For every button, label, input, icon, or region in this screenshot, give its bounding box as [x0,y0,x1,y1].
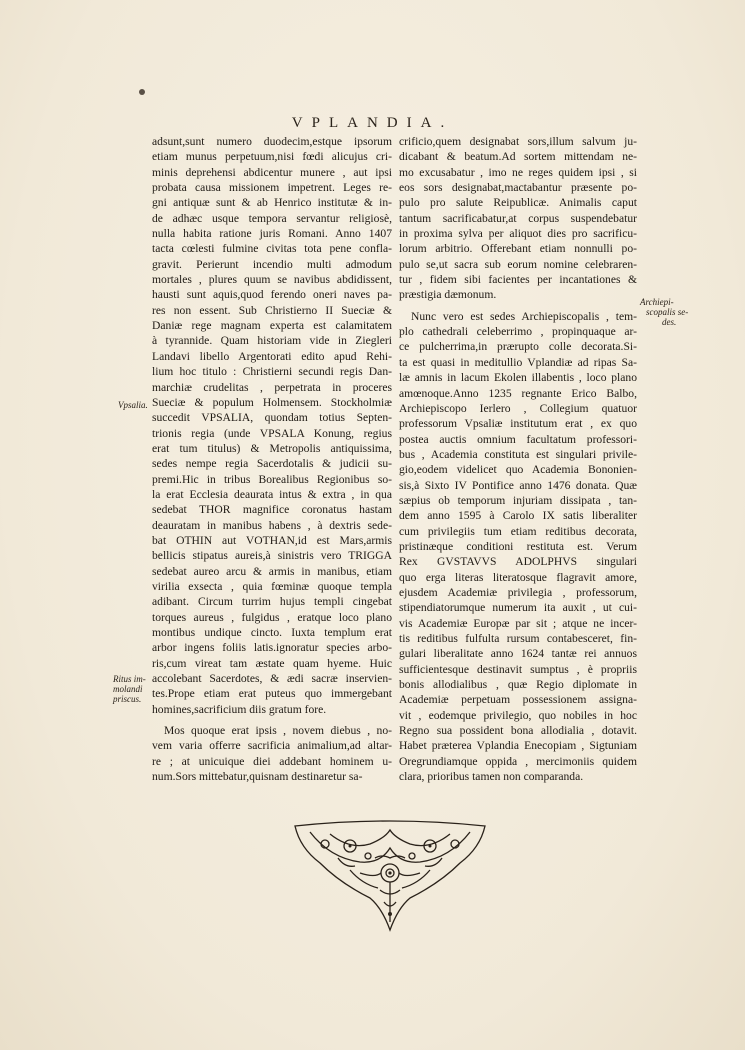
margin-note-line: priscus. [113,694,142,704]
text-line: tantum sacrificabatur,at corpus suspendebatur [399,211,637,225]
text-line: tis reditibus fulfulta rursum contabesceret, fin- [399,632,637,645]
margin-note-line: Archiepi- [640,297,674,307]
text-line: Regno sua possident bona allodialia , dotavit. [399,724,637,738]
text-line: torques aureus , fulgidus , eratque loco plano [152,610,392,624]
text-line: eos sors designabat,mactabantur præsente po- [399,181,637,195]
text-line: gravit. Perierunt incendio multi admodum [152,257,392,271]
running-title: VPLANDIA. [291,115,454,131]
text-line: ejusdem Academiæ privilegia , professorum, [399,585,637,599]
tailpiece-ornament-icon [290,818,490,933]
text-line: minis deprehensi abdicentur munere , aut ipsi [152,165,392,179]
text-line: sedes nempe regia Sacerdotalis & judicii su- [152,457,392,471]
text-line: crificio,quem designabat sors,illum salvum ju- [399,135,637,148]
text-line: bonis allodialibus , quæ Regio diplomate in [399,678,637,692]
text-line: Habet præterea Vplandia Enecopiam , Sigtuniam [399,739,637,753]
text-line: ris,cum vireat tam æstate quam hyeme. Huic [152,656,392,670]
text-line: sedebat aureo arcu & armis in manibus, etiam [152,564,392,578]
text-line: stipendiatorumque numerum ita auxit , ut cui- [399,601,637,615]
text-line: dicabant & beatum.Ad sortem mittendam ne- [399,150,637,164]
text-line: dem anno 1595 à Carolo IX satis liberaliter [399,509,637,523]
text-line: gni antiquæ sunt & ab Henrico institutæ & in- [152,196,392,210]
text-line: sufficientesque destinavit sumptus , è propriis [399,662,637,676]
text-line: Mos quoque erat ipsis , novem diebus , no- [164,724,392,738]
text-line: num.Sors mittebatur,quisnam destinaretur sa- [152,770,363,784]
text-line: Oregrundiamque oppida , mercimoniis quidem [399,754,637,768]
right-column [399,134,637,784]
text-line: tur , fidem sibi facientes per incantationes & [399,273,637,287]
text-line: bus , Academia constituta est singulari privile- [399,447,637,461]
text-line: Daniæ rege magnam experta est calamitatem [152,319,392,333]
text-line: succedit VPSALIA, quondam totius Septen- [152,411,392,425]
left-column [152,134,392,784]
text-line: homines,sacrificium diis gratum fore. [152,702,327,716]
text-line: adibant. Circum turrim hujus templi cingebat [152,595,392,609]
text-line: probata causa missionem impetrent. Leges re- [152,181,392,195]
text-line: mo excusabatur , imo ne reges quidem ipsi , si [399,165,637,179]
text-line: sis,à Sixto IV Pontifice anno 1476 donata. Quæ [399,478,637,492]
margin-note-line: scopalis se- [646,307,689,317]
text-line: arbor ingens foliis latis.ignoratur species arbo- [152,641,392,655]
text-line: in proxima sylva per aliquot dies pro sacrificu- [399,227,637,241]
text-line: vem varia offerre sacrificia animalium,ad altar- [152,739,392,753]
text-line: Academiæ perpetuam possessionem assigna- [399,693,637,707]
margin-note-ritus [113,674,149,704]
text-line: sedebat THOR magnifice coronatus hastam [152,503,392,517]
text-line: pulo pro salute Reipublicæ. Animalis caput [399,196,637,210]
text-line: quo erga literas literatosque flagravit amore, [399,570,637,584]
text-line: ta est quasi in meditullio Vplandiæ ad ripas Sa- [399,355,637,369]
text-line: re ; at unicuique diei addebant hominem u- [152,754,392,768]
text-line: amœnoque.Anno 1235 regnante Erico Balbo, [399,386,637,400]
text-line: sæpius ob temporum injuriam dissipata , tan- [399,493,637,507]
margin-note-line: Ritus im- [113,674,146,684]
text-line: Nunc vero est sedes Archiepiscopalis , tem- [411,309,637,323]
text-line: vit , eodemque privilegio, quo nobiles in hoc [399,708,637,722]
text-line: postea auctis omnium facultatum professori- [399,432,637,446]
text-line: accolebant Sacerdotes, & ædi sacræ inservien- [152,672,392,686]
text-line: premi.Hic in tribus Borealibus Regionibus so- [152,472,392,486]
text-line: adsunt,sunt numero duodecim,estque ipsorum [152,135,392,148]
text-line: erat tum titulus) & Metropolis antiquissima, [152,441,392,455]
text-line: Sueciæ & populum Holmensem. Stockholmiæ [152,395,392,409]
text-line: hausti sunt aquis,quod ferendo oneri naves pa- [152,288,392,302]
text-line: lorum arbitrio. Offerebant etiam nonnulli po- [399,242,637,256]
text-line: pulo se,ut sacra sub eorum nomine celebraren- [399,257,637,271]
text-line: res non essent. Sub Christierno II Sueciæ & [152,303,392,317]
text-line: etiam munus perpetuum,nisi fœdi alicujus cri- [152,150,392,164]
margin-note-line: des. [662,317,677,327]
text-line: plo cathedrali celeberrimo , propinquaque ar- [399,325,637,339]
text-line: tes.Prope etiam erat puteus quo immergebant [152,687,392,701]
text-line: nulla habita ratione juris Romani. Anno 1407 [152,227,392,241]
text-line: clara, prioribus tamen non comparanda. [399,770,584,784]
margin-note-line: molandi [113,684,143,694]
text-line: cum privilegiis tum etiam reditibus decorata, [399,524,637,538]
text-line: de adhæc usque tempora servantur religiosè, [152,211,392,225]
text-line: mortales , plures quum se navibus abdidissent, [152,273,392,287]
ink-smudge [139,89,145,95]
text-line: deauratam in manibus habens , à dextris sede- [152,518,392,532]
margin-note-archiepiscopalis [640,297,700,327]
text-line: trionis regia (unde VPSALA Konung, regius [152,426,392,440]
text-line: professorum Vpsaliæ institutum erat , ex quo [399,417,637,431]
text-line: vis Academiæ Europæ par sit ; atque ne incer- [399,616,637,630]
text-line: lium hoc titulo : Christierni secundi regis Dan- [152,365,392,379]
text-line: gulari liberalitate anno 1624 tantæ rei annuos [399,647,637,661]
text-line: læ amnis in lacum Ekolen illabentis , loco plano [399,371,637,385]
text-line: bellicis stipatus aureis,à sinistris vero TRIGGA [152,549,392,563]
text-line: præstigia dæmonum. [399,288,497,302]
text-line: Landavi libello Argentorati edito apud Rehi- [152,349,392,363]
text-line: Archiepiscopo Ierlero , Collegium quatuor [399,401,637,415]
text-line: marchiæ crudelitas , perpetrata in proceres [152,380,392,394]
text-line: la erat Ecclesia deaurata intus & extra , in qua [152,487,392,501]
text-line: virilia exsecta , quia fœminæ quoque templa [152,579,392,593]
text-line: gio,eodem videlicet quo Academia Bononien- [399,463,637,477]
margin-note-upsalia: Vpsalia. [118,400,148,410]
text-line: montibus undique cincto. Iuxta templum erat [152,626,392,639]
text-line: Rex GVSTAVVS ADOLPHVS singulari [399,555,637,569]
text-line: à tyrannide. Quam historiam vide in Ziegleri [152,334,392,348]
text-line: ce pulcherrima,in prærupto colle decorata.Si- [399,340,637,354]
text-line: pristinæque conditioni restituta est. Verum [399,539,637,553]
text-line: bat OTHIN aut VOTHAN,id est Mars,armis [152,533,392,547]
text-line: tacta cœlesti fulmine civitas tota pene confla- [152,242,392,256]
